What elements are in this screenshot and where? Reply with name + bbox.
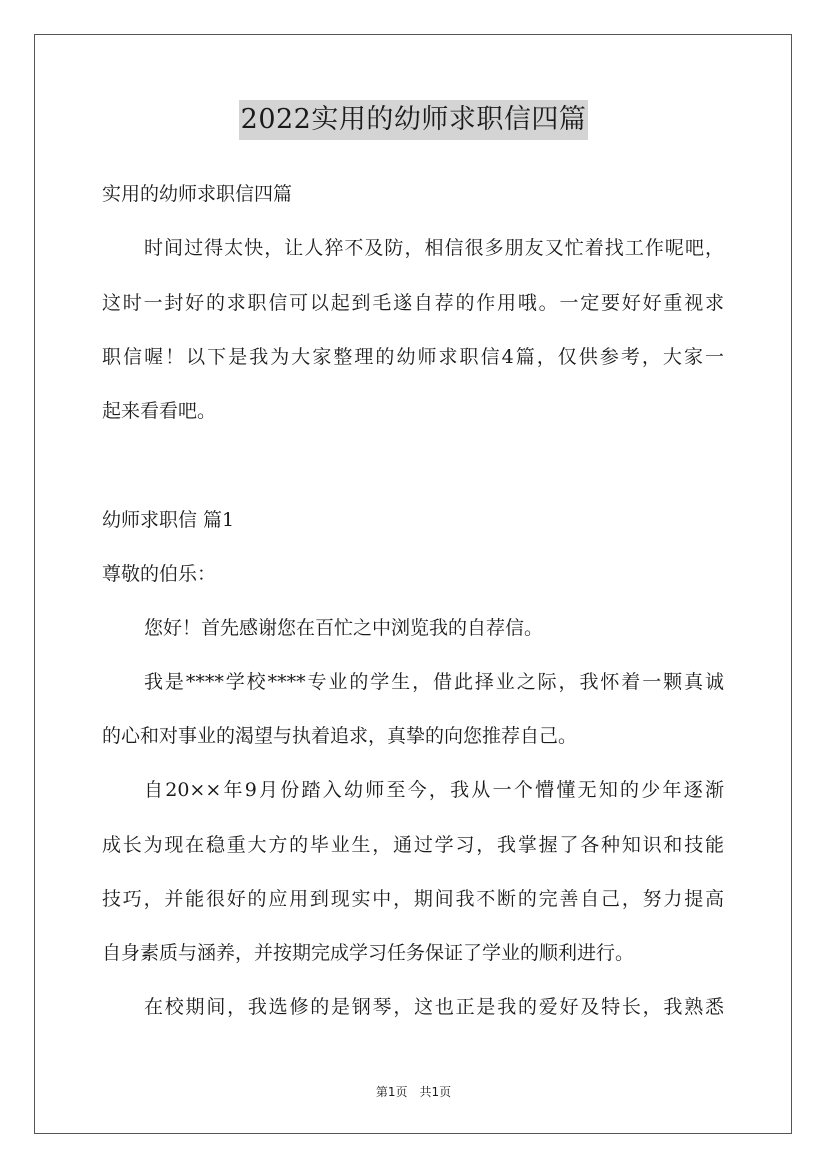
document-title: 2022实用的幼师求职信四篇 [239, 100, 589, 140]
title-container [0, 100, 827, 140]
body-line: 我是****学校****专业的学生，借此择业之际，我怀着一颗真诚 [144, 671, 724, 693]
body-line: 您好！首先感谢您在百忙之中浏览我的自荐信。 [144, 617, 544, 639]
page-footer: 第1页 共1页 [375, 1085, 452, 1099]
body-line: 成长为现在稳重大方的毕业生，通过学习，我掌握了各种知识和技能 [102, 834, 724, 856]
body-line: 技巧，并能很好的应用到现实中，期间我不断的完善自己，努力提高 [102, 888, 724, 910]
intro-line: 起来看看吧。 [102, 400, 217, 422]
intro-line: 职信喔！以下是我为大家整理的幼师求职信4篇，仅供参考，大家一 [102, 346, 724, 368]
section-heading: 幼师求职信 篇1 [102, 509, 235, 531]
body-line: 自20××年9月份踏入幼师至今，我从一个懵懂无知的少年逐渐 [144, 779, 724, 801]
body-line: 自身素质与涵养，并按期完成学习任务保证了学业的顺利进行。 [102, 942, 635, 964]
intro-line: 时间过得太快，让人猝不及防，相信很多朋友又忙着找工作呢吧， [144, 237, 724, 259]
intro-line: 这时一封好的求职信可以起到毛遂自荐的作用哦。一定要好好重视求 [102, 292, 724, 314]
document-subtitle: 实用的幼师求职信四篇 [102, 183, 293, 205]
body-line: 的心和对事业的渴望与执着追求，真挚的向您推荐自己。 [102, 725, 578, 747]
salutation: 尊敬的伯乐： [102, 563, 217, 585]
body-line: 在校期间，我选修的是钢琴，这也正是我的爱好及特长，我熟悉 [144, 996, 724, 1018]
